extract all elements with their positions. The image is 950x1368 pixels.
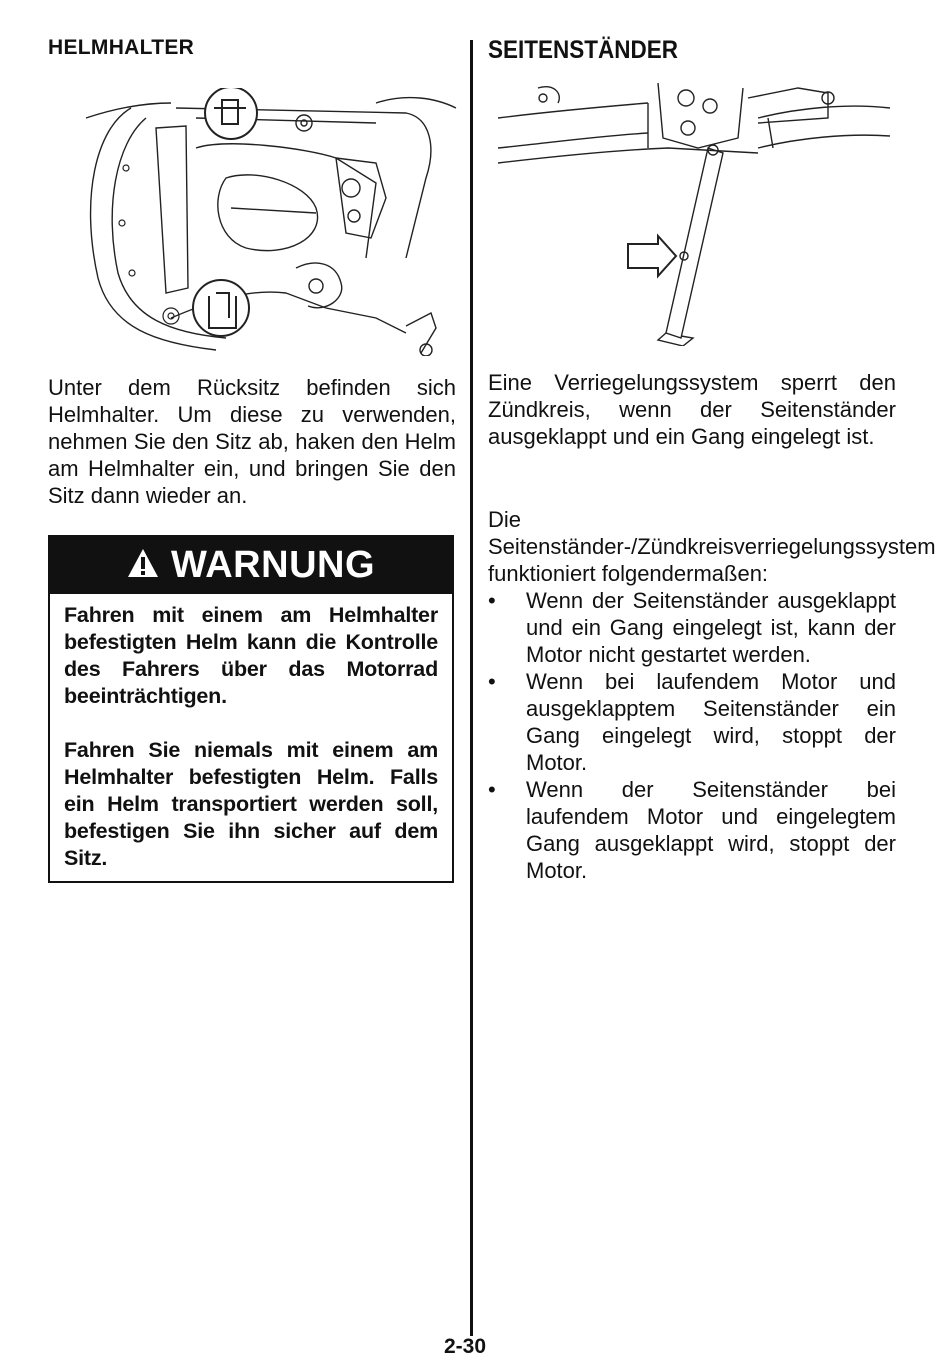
warning-paragraph: Fahren Sie niemals mit einem am Helmhalter befestigten Helm. Falls ein Helm transportiert werden soll, befestigen Sie ihn sicher auf dem Sitz. (64, 738, 438, 870)
sidestand-bullet-list (488, 587, 896, 884)
warning-title: WARNUNG (170, 544, 376, 586)
right-column (488, 36, 936, 883)
section-heading-helmhalter: HELMHALTER (48, 36, 195, 59)
column-divider (470, 40, 473, 1336)
left-column (48, 36, 456, 870)
list-item: • Wenn bei laufendem Motor und ausgeklapptem Seitenständer ein Gang eingelegt wird, stoppt der Motor. (488, 668, 896, 776)
warning-header (50, 537, 452, 594)
helmhalter-description: Unter dem Rücksitz befinden sich Helmhalter. Um diese zu verwenden, nehmen Sie den Sitz ab, haken den Helm am Helmhalter ein, und bringen Sie den Sitz dann wieder an. (48, 375, 456, 508)
page-number: 2-30 (444, 1335, 487, 1358)
warning-paragraph: Fahren mit einem am Helmhalter befestigten Helm kann die Kontrolle des Fahrers über das Motorrad beeinträchtigen. (64, 603, 438, 708)
warning-triangle-icon (127, 548, 159, 583)
warning-box (48, 535, 454, 883)
list-item: • Wenn der Seitenständer bei laufendem Motor und eingelegtem Gang ausgeklappt wird, stoppt der Motor. (488, 776, 896, 884)
list-item: • Wenn der Seitenständer ausgeklappt und ein Gang eingelegt ist, kann der Motor nicht gestartet werden. (488, 587, 896, 668)
sidestand-intro: Eine Verriegelungssystem sperrt den Zündkreis, wenn der Seitenständer ausgeklappt und ein Gang eingelegt ist. (488, 370, 896, 449)
helmet-holder-illustration (76, 88, 461, 356)
section-heading-seitenstaender: SEITENSTÄNDER (488, 36, 679, 64)
warning-body (50, 594, 452, 872)
sidestand-function-intro: Die Seitenständer-/Zündkreisverriegelungssystem funktioniert folgendermaßen: (488, 507, 936, 586)
sidestand-illustration (498, 78, 890, 346)
